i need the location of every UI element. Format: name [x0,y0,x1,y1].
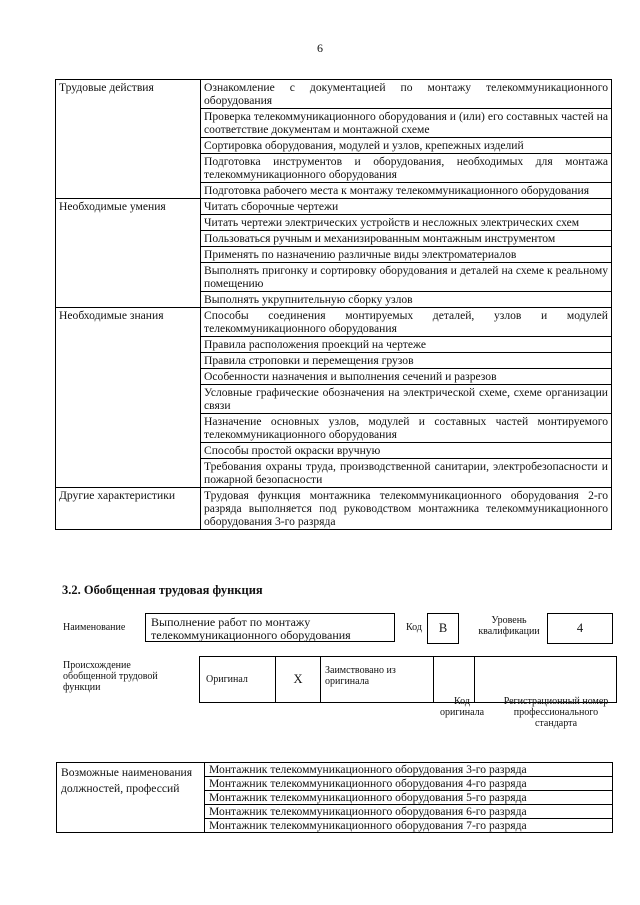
table-row [56,385,612,414]
category-cell [56,109,201,138]
category-cell [56,154,201,183]
table-row [56,215,612,231]
section-title: 3.2. Обобщенная трудовая функция [62,583,263,597]
item-cell: Трудовая функция монтажника телекоммуникационного оборудования 2-го разряда выполняется под руководством монтажника телекоммуникационного оборудования 3-го разряда [201,488,612,530]
category-cell [56,263,201,292]
item-cell: Проверка телекоммуникационного оборудования и (или) его составных частей на соответствие документам и монтажной схеме [201,109,612,138]
table-row [56,488,612,530]
table-row [56,308,612,337]
original-mark: X [276,657,321,703]
item-cell: Ознакомление с документацией по монтажу телекоммуникационного оборудования [201,80,612,109]
table-row [56,414,612,443]
item-cell: Условные графические обозначения на электрической схеме, схеме организации связи [201,385,612,414]
name-label: Наименование [63,622,126,633]
category-cell [56,183,201,199]
item-cell: Способы соединения монтируемых деталей, узлов и модулей телекоммуникационного оборудования [201,308,612,337]
table-row [56,154,612,183]
category-cell: Другие характеристики [56,488,201,530]
item-cell: Сортировка оборудования, модулей и узлов, крепежных изделий [201,138,612,154]
category-cell [56,337,201,353]
item-cell: Читать чертежи электрических устройств и несложных электрических схем [201,215,612,231]
original-code-caption: Код оригинала [440,696,485,718]
item-cell: Способы простой окраски вручную [201,443,612,459]
original-label: Оригинал [200,657,276,703]
table-row [56,138,612,154]
category-cell [56,414,201,443]
category-cell [56,138,201,154]
item-cell: Выполнять укрупнительную сборку узлов [201,292,612,308]
item-cell: Применять по назначению различные виды электроматериалов [201,247,612,263]
category-cell [56,443,201,459]
position-item: Монтажник телекоммуникационного оборудования 5-го разряда [205,791,613,805]
table-row [56,459,612,488]
position-item: Монтажник телекоммуникационного оборудования 3-го разряда [205,763,613,777]
position-item: Монтажник телекоммуникационного оборудования 4-го разряда [205,777,613,791]
table-row [56,369,612,385]
category-cell: Необходимые знания [56,308,201,337]
qualification-level-value: 4 [547,613,613,644]
table-row [56,292,612,308]
page-number: 6 [317,41,323,55]
code-value: B [427,613,459,644]
category-cell [56,292,201,308]
table-row [56,183,612,199]
category-cell: Трудовые действия [56,80,201,109]
code-label: Код [406,622,422,633]
table-row [56,263,612,292]
item-cell: Выполнять пригонку и сортировку оборудования и деталей на схеме к реальному помещению [201,263,612,292]
table-row [56,443,612,459]
table-row [56,353,612,369]
origin-label: Происхождение обобщенной трудовой функции [63,660,158,693]
item-cell: Пользоваться ручным и механизированным монтажным инструментом [201,231,612,247]
positions-table [56,762,613,833]
item-cell: Правила расположения проекций на чертеже [201,337,612,353]
item-cell: Подготовка инструментов и оборудования, необходимых для монтажа телекоммуникационного оборудования [201,154,612,183]
table-row [56,199,612,215]
table-row [56,80,612,109]
borrowed-label: Заимствовано из оригинала [321,657,434,703]
labor-function-table [55,79,612,530]
function-name-value: Выполнение работ по монтажу телекоммуникационного оборудования [145,613,395,642]
table-row [56,337,612,353]
position-row [57,763,613,777]
table-row [56,109,612,138]
registration-number-caption: Регистрационный номер профессионального стандарта [503,696,609,729]
item-cell: Читать сборочные чертежи [201,199,612,215]
category-cell [56,369,201,385]
position-item: Монтажник телекоммуникационного оборудования 7-го разряда [205,819,613,833]
qualification-level-label: Уровень квалификации [478,615,540,637]
category-cell [56,215,201,231]
item-cell: Особенности назначения и выполнения сечений и разрезов [201,369,612,385]
category-cell [56,247,201,263]
item-cell: Правила строповки и перемещения грузов [201,353,612,369]
category-cell [56,459,201,488]
item-cell: Назначение основных узлов, модулей и составных частей монтируемого телекоммуникационного оборудования [201,414,612,443]
position-item: Монтажник телекоммуникационного оборудования 6-го разряда [205,805,613,819]
category-cell [56,231,201,247]
table-row [56,247,612,263]
item-cell: Требования охраны труда, производственной санитарии, электробезопасности и пожарной безопасности [201,459,612,488]
category-cell [56,353,201,369]
category-cell [56,385,201,414]
category-cell: Необходимые умения [56,199,201,215]
positions-label: Возможные наименования должностей, профессий [57,763,205,833]
table-row [56,231,612,247]
item-cell: Подготовка рабочего места к монтажу телекоммуникационного оборудования [201,183,612,199]
